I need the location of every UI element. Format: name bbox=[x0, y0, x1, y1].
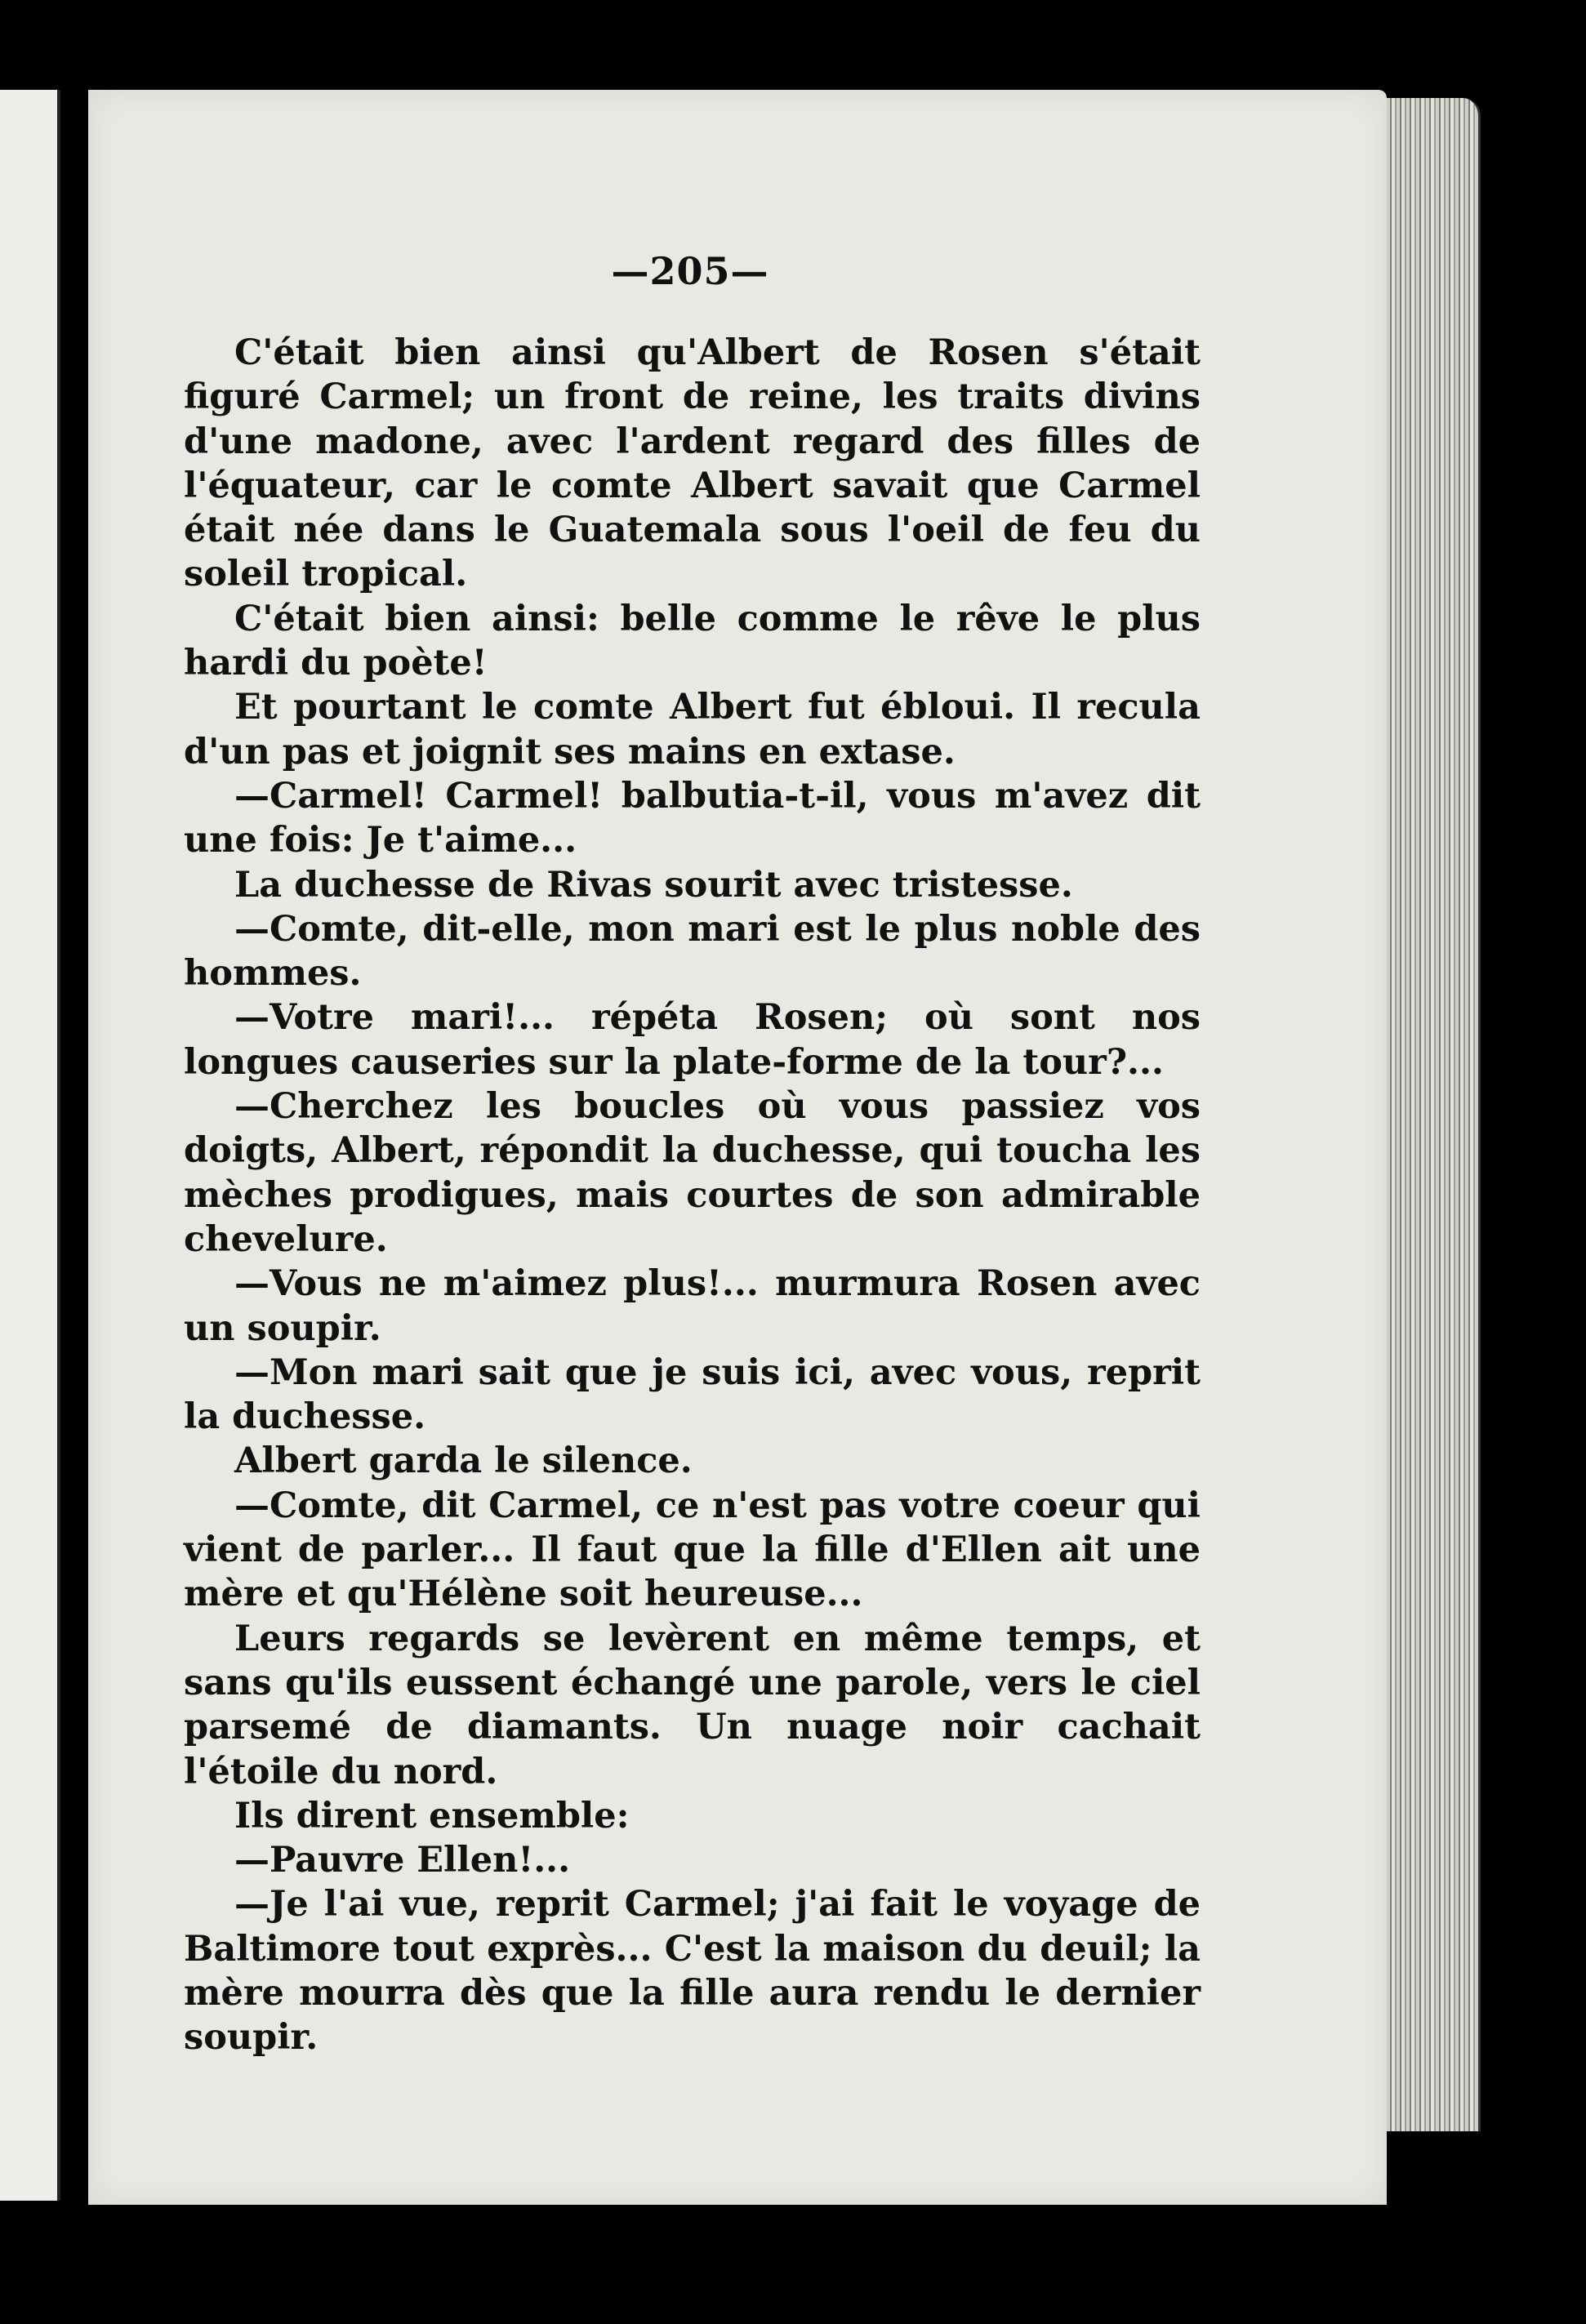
paragraph: La duchesse de Rivas sourit avec tristesse. bbox=[234, 864, 1073, 906]
paragraph: C'était bien ainsi qu'Albert de Rosen s'était figuré Carmel; un front de reine, les traits divins d'une madone, avec l'ardent regard des filles de l'équateur, car le comte Albert savait que Carmel était née dans le Guatemala sous l'oeil de feu du soleil tropical. bbox=[184, 332, 1201, 595]
paragraph: Ils dirent ensemble: bbox=[234, 1795, 630, 1836]
paragraph: —Comte, dit Carmel, ce n'est pas votre coeur qui vient de parler... Il faut que la fille d'Ellen ait une mère et qu'Hélène soit heureuse... bbox=[184, 1485, 1201, 1615]
paragraph: —Cherchez les boucles où vous passiez vos doigts, Albert, répondit la duchesse, qui toucha les mèches prodigues, mais courtes de son admirable chevelure. bbox=[184, 1086, 1201, 1260]
paragraph: —Comte, dit-elle, mon mari est le plus noble des hommes. bbox=[184, 908, 1201, 995]
page-edge-stack bbox=[1387, 98, 1481, 2131]
paragraph: —Carmel! Carmel! balbutia-t-il, vous m'avez dit une fois: Je t'aime... bbox=[184, 775, 1201, 861]
paragraph: Albert garda le silence. bbox=[234, 1440, 693, 1482]
paragraph: —Je l'ai vue, reprit Carmel; j'ai fait le voyage de Baltimore tout exprès... C'est la maison du deuil; la mère mourra dès que la fille aura rendu le dernier soupir. bbox=[184, 1884, 1201, 2059]
paragraph: —Vous ne m'aimez plus!... murmura Rosen avec un soupir. bbox=[184, 1263, 1201, 1349]
facing-page-edge bbox=[0, 90, 60, 2201]
paragraph: —Pauvre Ellen!... bbox=[234, 1840, 571, 1881]
page-number: —205— bbox=[611, 249, 769, 293]
paragraph: —Votre mari!... répéta Rosen; où sont nos longues causeries sur la plate-forme de la tour?... bbox=[184, 997, 1201, 1083]
paragraph: C'était bien ainsi: belle comme le rêve le plus hardi du poète! bbox=[184, 598, 1201, 684]
page-text bbox=[184, 331, 1201, 2060]
paragraph: Et pourtant le comte Albert fut ébloui. Il recula d'un pas et joignit ses mains en extase. bbox=[184, 687, 1201, 772]
paragraph: Leurs regards se levèrent en même temps, et sans qu'ils eussent échangé une parole, vers le ciel parsemé de diamants. Un nuage noir cachait l'étoile du nord. bbox=[184, 1618, 1201, 1792]
paragraph: —Mon mari sait que je suis ici, avec vous, reprit la duchesse. bbox=[184, 1351, 1201, 1438]
